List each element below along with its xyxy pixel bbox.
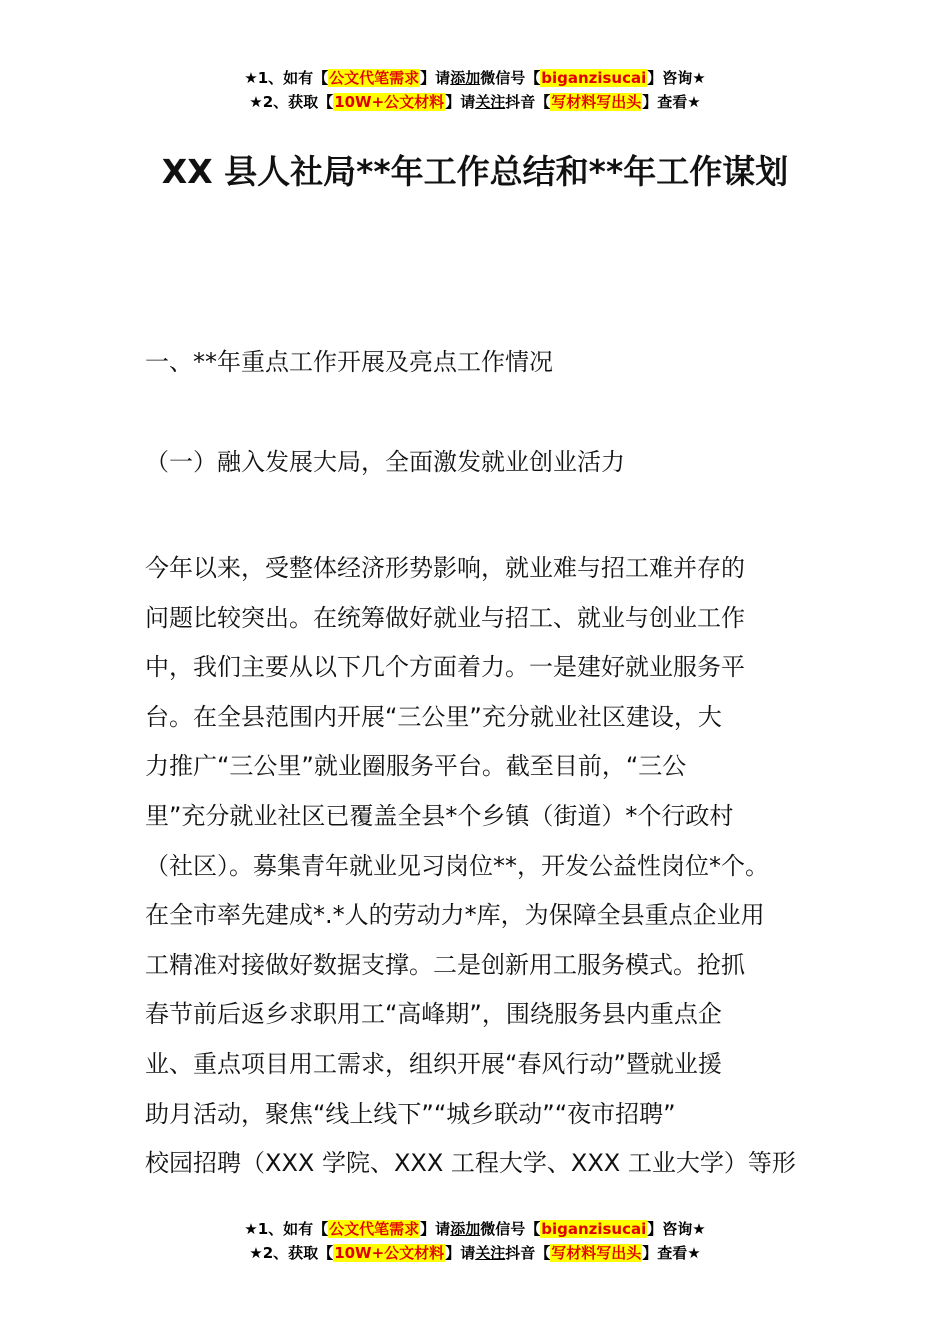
footer-line1-underlined: 添加: [450, 1220, 481, 1238]
footer-line2-highlight-douyin: 写材料写出头: [551, 1244, 642, 1262]
paragraph-line: 业、重点项目用工需求，组织开展“春风行动”暨就业援: [145, 1049, 722, 1078]
banner-line1-mid2: 微信号【: [480, 69, 541, 87]
footer-line1-highlight-wechat: biganzisucai: [541, 1220, 647, 1238]
footer-line1-mid1: 】请: [420, 1220, 451, 1238]
banner-line-1: [0, 66, 950, 90]
footer-line2-prefix: ★2、获取【: [249, 1244, 334, 1262]
footer-line2-mid1: 】请: [445, 1244, 476, 1262]
paragraph-line: 春节前后返乡求职用工“高峰期”，围绕服务县内重点企: [145, 1000, 722, 1029]
banner-line2-underlined: 关注: [475, 93, 506, 111]
banner-line1-highlight-wechat: biganzisucai: [541, 69, 647, 87]
banner-line1-underlined: 添加: [450, 69, 481, 87]
subsection-heading-1: （一）融入发展大局，全面激发就业创业活力: [145, 448, 625, 476]
banner-line2-prefix: ★2、获取【: [249, 93, 334, 111]
paragraph-line: 在全市率先建成*.*人的劳动力*库，为保障全县重点企业用: [145, 901, 765, 930]
footer-banner: [0, 1217, 950, 1265]
footer-line2-highlight-materials: 10W+公文材料: [334, 1244, 445, 1262]
paragraph-line: 里”充分就业社区已覆盖全县*个乡镇（街道）*个行政村: [145, 801, 734, 830]
paragraph-line: 工精准对接做好数据支撑。二是创新用工服务模式。抢抓: [145, 950, 745, 979]
footer-line2-mid2: 抖音【: [505, 1244, 551, 1262]
banner-line1-mid1: 】请: [420, 69, 451, 87]
footer-line2-suffix: 】查看★: [642, 1244, 701, 1262]
header-banner: [0, 66, 950, 114]
body-paragraph: [145, 544, 825, 1189]
footer-line1-mid2: 微信号【: [480, 1220, 541, 1238]
paragraph-line: 助月活动，聚焦“线上线下”“城乡联动”“夜市招聘”: [145, 1099, 676, 1128]
document-title: XX 县人社局**年工作总结和**年工作谋划: [161, 152, 789, 191]
paragraph-line: 中，我们主要从以下几个方面着力。一是建好就业服务平: [145, 653, 745, 682]
banner-line2-highlight-materials: 10W+公文材料: [334, 93, 445, 111]
paragraph-line: （社区）。募集青年就业见习岗位**，开发公益性岗位*个。: [145, 851, 769, 880]
paragraph-line: 今年以来，受整体经济形势影响，就业难与招工难并存的: [145, 554, 745, 582]
footer-line2-underlined: 关注: [475, 1244, 506, 1262]
banner-line1-prefix: ★1、如有【: [244, 69, 329, 87]
footer-line1-highlight-service: 公文代笔需求: [329, 1220, 420, 1238]
banner-line1-highlight-service: 公文代笔需求: [329, 69, 420, 87]
paragraph-line: 台。在全县范围内开展“三公里”充分就业社区建设，大: [145, 702, 722, 731]
banner-line2-mid2: 抖音【: [505, 93, 551, 111]
paragraph-line: 力推广“三公里”就业圈服务平台。截至目前，“三公: [145, 752, 687, 781]
footer-line1-suffix: 】咨询★: [647, 1220, 706, 1238]
footer-line1-prefix: ★1、如有【: [244, 1220, 329, 1238]
banner-line-2: [0, 90, 950, 114]
section-heading-1: 一、**年重点工作开展及亮点工作情况: [145, 348, 553, 376]
footer-banner-line-1: [0, 1217, 950, 1241]
footer-banner-line-2: [0, 1241, 950, 1265]
banner-line1-suffix: 】咨询★: [647, 69, 706, 87]
banner-line2-highlight-douyin: 写材料写出头: [551, 93, 642, 111]
banner-line2-mid1: 】请: [445, 93, 476, 111]
paragraph-line: 问题比较突出。在统筹做好就业与招工、就业与创业工作: [145, 603, 745, 632]
banner-line2-suffix: 】查看★: [642, 93, 701, 111]
paragraph-line: 校园招聘（XXX 学院、XXX 工程大学、XXX 工业大学）等形: [145, 1149, 796, 1178]
